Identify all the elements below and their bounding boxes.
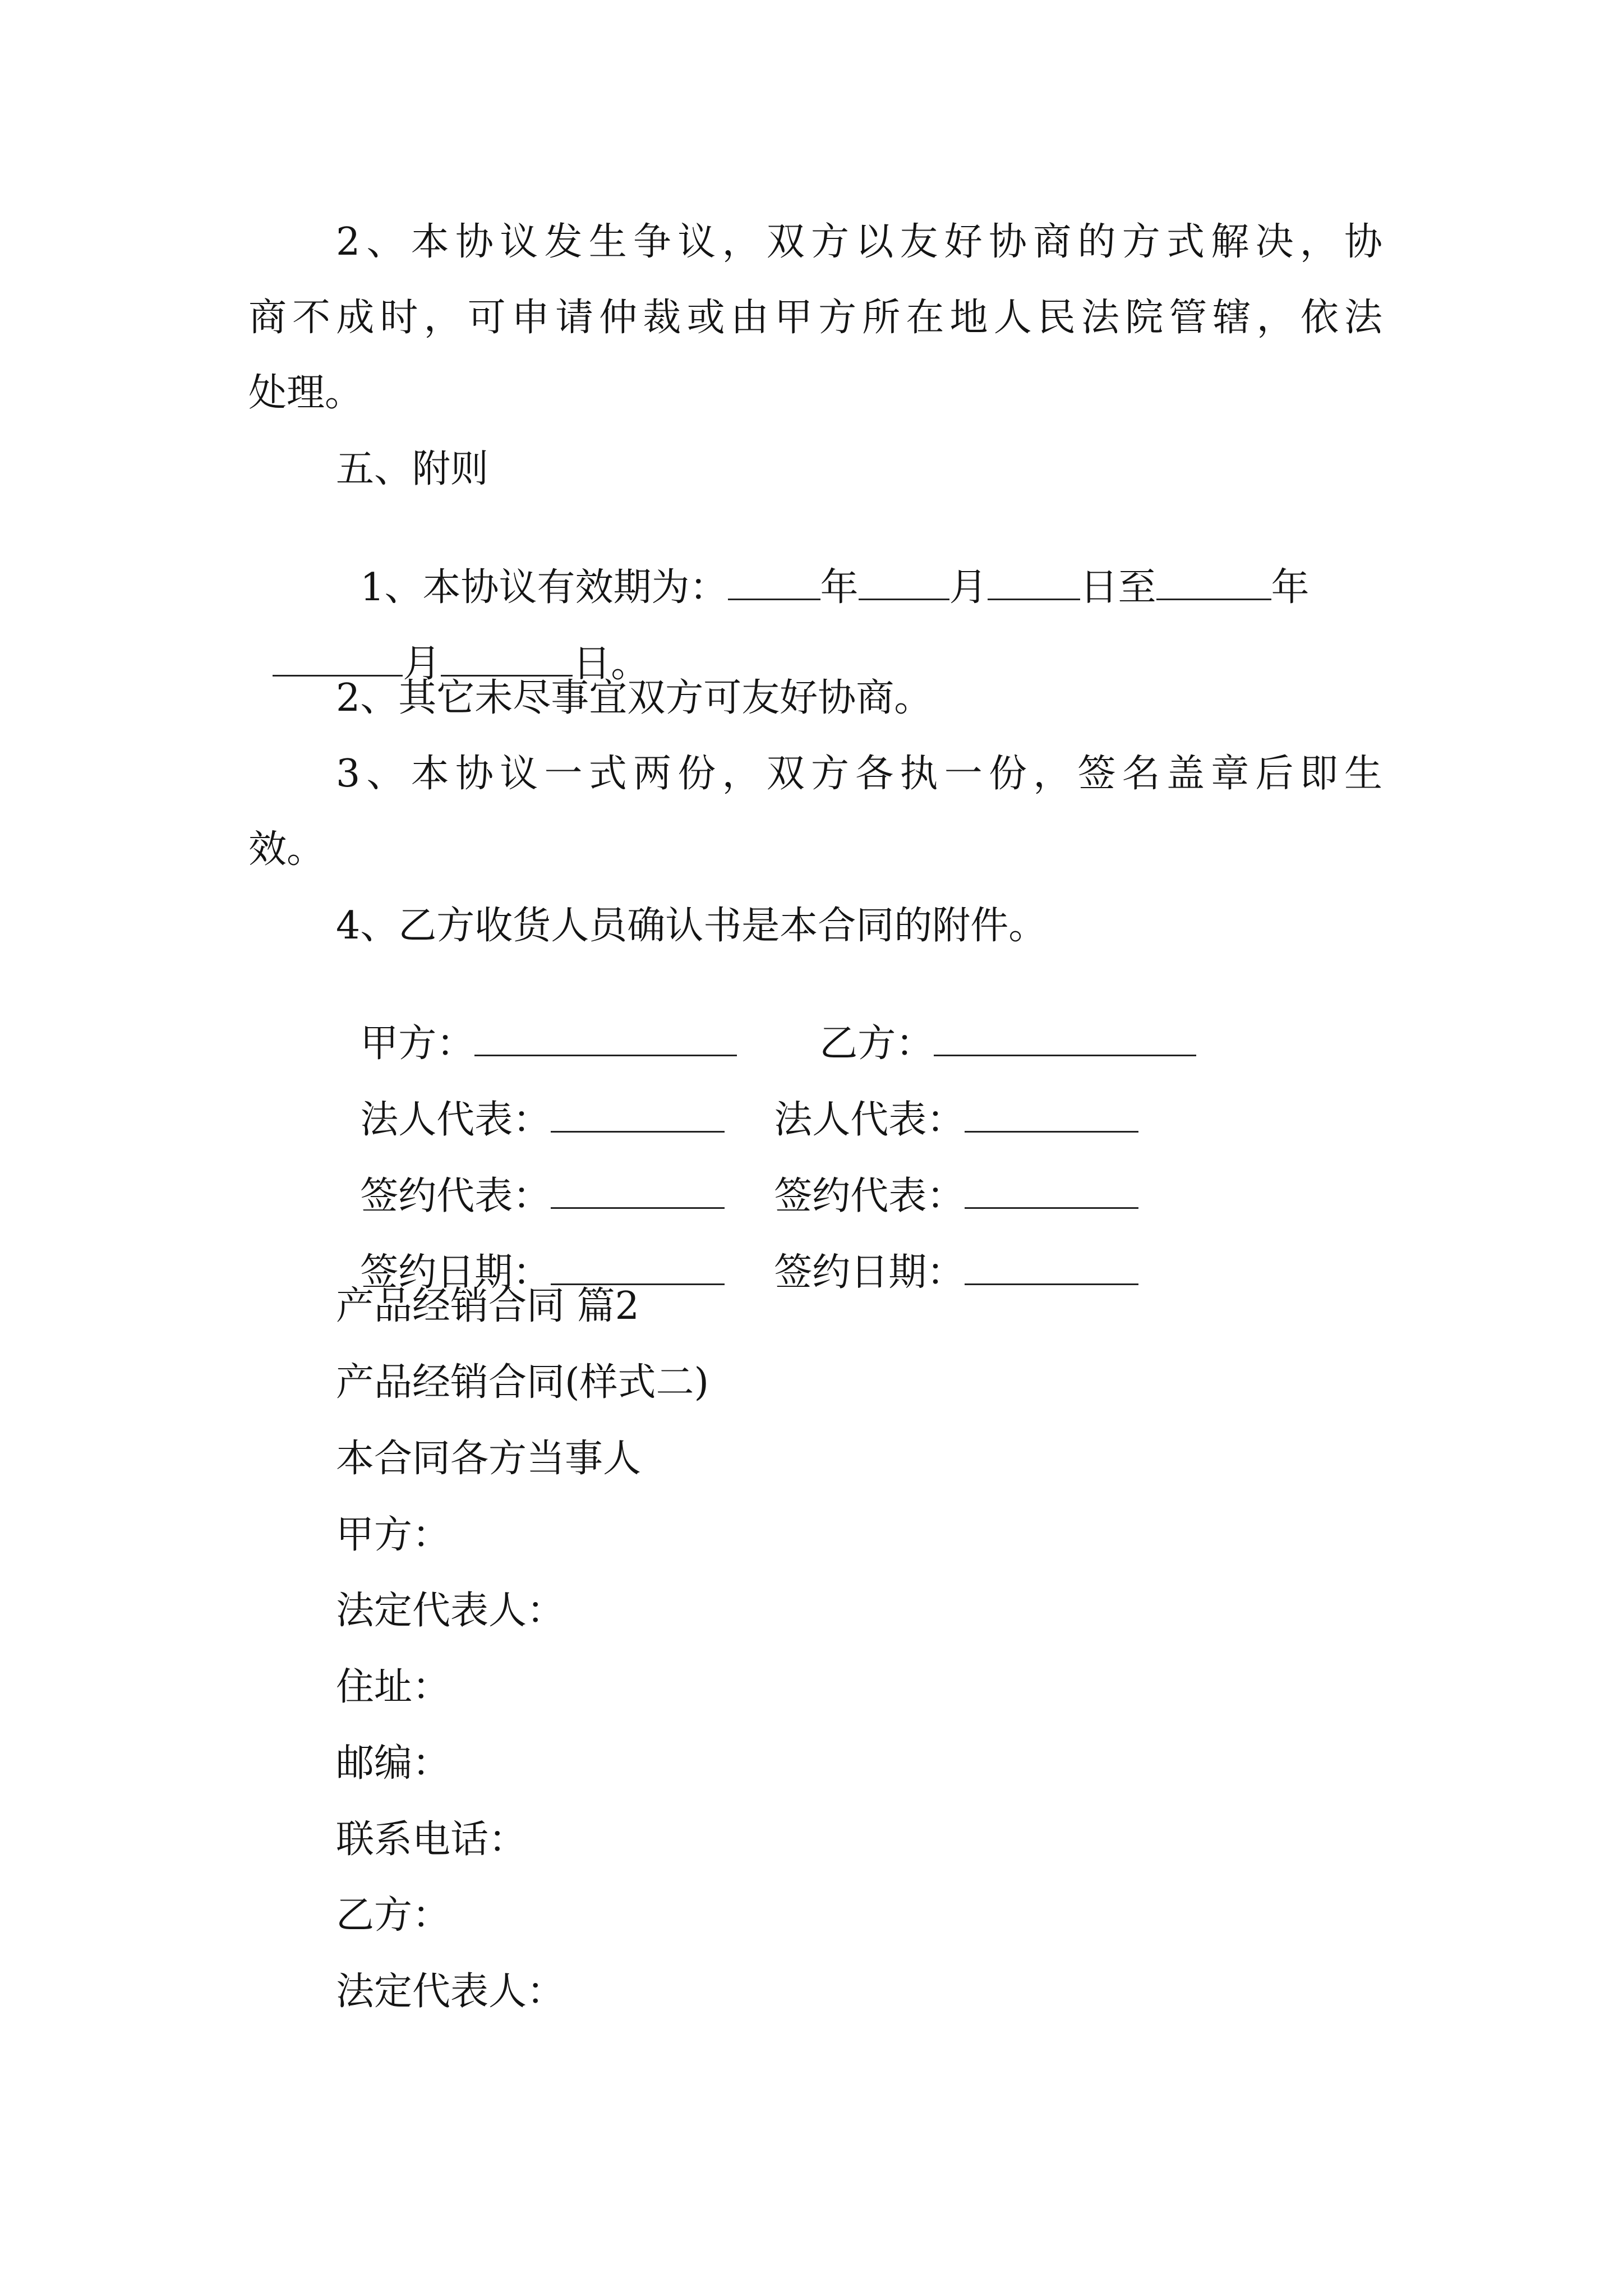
paragraph-attachment: 4、乙方收货人员确认书是本合同的附件。 [336,904,1047,948]
day-end-blank[interactable] [441,641,573,677]
sig-legal-rep-a-label: 法人代表： [360,1098,551,1142]
day-to-unit: 日至 [1080,565,1156,610]
month-end-blank[interactable] [273,641,403,677]
contract2-party-a: 甲方： [336,1513,451,1557]
paragraph-copies-line-2: 效。 [248,827,325,872]
contract2-parties-intro: 本合同各方当事人 [336,1437,642,1481]
contract2-postcode: 邮编： [336,1741,451,1786]
sig-date-a-blank[interactable] [551,1250,725,1285]
contract2-party-b: 乙方： [336,1893,451,1938]
sig-legal-rep-a [336,1059,725,1142]
sig-sign-rep-a-label: 签约代表： [360,1174,551,1218]
contract2-heading: 产品经销合同 篇2 [336,1284,639,1328]
day-start-blank[interactable] [988,565,1080,600]
paragraph-copies-line-1: 3、本协议一式两份，双方各执一份，签名盖章后即生 [336,752,1382,796]
sig-sign-rep-a-blank[interactable] [551,1174,725,1209]
year-unit-end: 年 [1271,565,1310,610]
sig-date-b-label: 签约日期： [774,1250,965,1295]
paragraph-other-matters: 2、其它未尽事宜双方可友好协商。 [336,676,933,720]
sig-sign-rep-b [750,1135,1138,1216]
sig-party-a-label: 甲方： [360,1022,475,1066]
sig-sign-rep-b-blank[interactable] [965,1174,1138,1209]
sig-party-a-blank[interactable] [474,1021,737,1056]
month-unit-end: 月 [403,642,441,686]
contract2-legal-rep-b: 法定代表人： [336,1970,565,2014]
sig-legal-rep-b-blank[interactable] [965,1097,1138,1133]
sig-party-b [795,983,1196,1066]
sig-sign-rep-a [336,1135,725,1216]
year-unit: 年 [820,565,859,610]
contract2-address: 住址： [336,1665,451,1709]
sig-party-b-blank[interactable] [934,1021,1196,1056]
paragraph-dispute-line-3: 处理。 [248,371,363,415]
sig-legal-rep-b [750,1059,1138,1142]
sig-date-b-blank[interactable] [965,1250,1138,1285]
validity-label: 1、本协议有效期为： [360,565,728,610]
validity-period-line-1 [336,527,1310,610]
year-start-blank[interactable] [728,565,820,600]
validity-period-line-2 [248,603,649,686]
contract2-subtitle: 产品经销合同(样式二) [336,1360,709,1405]
month-unit: 月 [949,565,988,610]
paragraph-dispute-line-1: 2、本协议发生争议，双方以友好协商的方式解决，协 [336,220,1382,264]
sig-legal-rep-b-label: 法人代表： [774,1098,965,1142]
sig-legal-rep-a-blank[interactable] [551,1097,725,1133]
day-end-unit: 日。 [573,642,649,686]
section-title-appendix: 五、附则 [336,447,489,491]
sig-date-a [336,1212,725,1295]
contract2-legal-rep-a: 法定代表人： [336,1589,565,1633]
sig-party-a [336,983,737,1066]
contract2-phone: 联系电话： [336,1818,527,1862]
sig-party-b-label: 乙方： [819,1022,934,1066]
paragraph-dispute-line-2: 商不成时，可申请仲裁或由甲方所在地人民法院管辖，依法 [248,296,1382,340]
year-end-blank[interactable] [1156,565,1271,600]
sig-date-b [750,1212,1138,1295]
sig-sign-rep-b-label: 签约代表： [774,1174,965,1218]
month-start-blank[interactable] [859,565,949,600]
sig-date-a-label: 签约日期： [360,1250,551,1295]
